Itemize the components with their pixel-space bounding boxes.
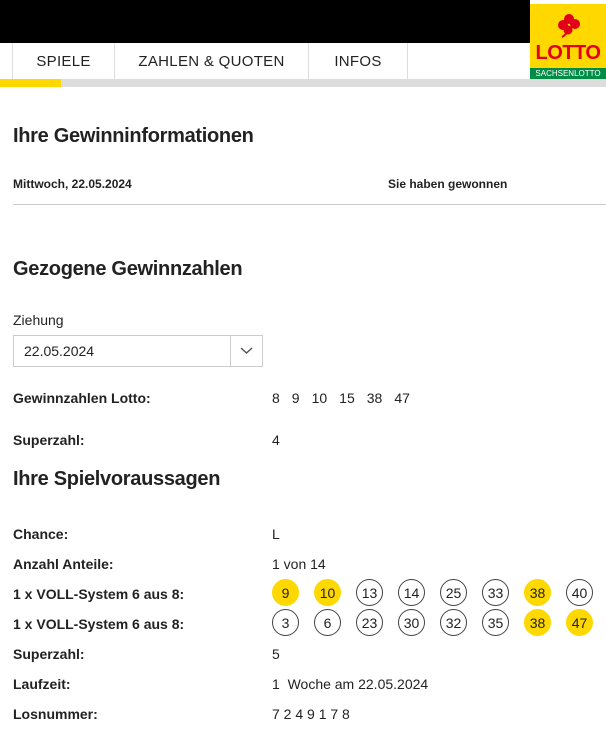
number-ball: 25 [440, 579, 467, 606]
number-ball: 38 [524, 609, 551, 636]
tab-spiele[interactable]: SPIELE [12, 43, 115, 79]
lotto-logo[interactable] [530, 4, 606, 80]
number-ball: 40 [566, 579, 593, 606]
win-info-heading: Ihre Gewinninformationen [13, 125, 254, 147]
logo-subtitle: SACHSENLOTTO [530, 68, 606, 80]
system-1-numbers [272, 579, 606, 606]
system-2-numbers [272, 609, 606, 636]
forecast-heading: Ihre Spielvoraussagen [13, 468, 221, 490]
superzahl-forecast-value: 5 [272, 646, 280, 662]
system-2-label: 1 x VOLL-System 6 aus 8: [13, 616, 185, 632]
tab-zahlen-quoten[interactable]: ZAHLEN & QUOTEN [114, 43, 309, 79]
number-ball: 47 [566, 609, 593, 636]
draw-select-label: Ziehung [13, 312, 64, 328]
shares-value: 1 von 14 [272, 556, 326, 572]
winning-numbers-label: Gewinnzahlen Lotto: [13, 390, 151, 406]
number-ball: 13 [356, 579, 383, 606]
number-ball: 10 [314, 579, 341, 606]
logo-text: LOTTO [535, 42, 601, 64]
number-ball: 38 [524, 579, 551, 606]
chance-value: L [272, 526, 280, 542]
draw-date: Mittwoch, 22.05.2024 [13, 177, 132, 191]
draw-date-select[interactable] [13, 335, 263, 367]
ticket-number-label: Losnummer: [13, 706, 98, 722]
winning-number: 8 [272, 390, 280, 406]
chance-label: Chance: [13, 526, 69, 542]
active-tab-indicator [0, 79, 61, 87]
shares-label: Anzahl Anteile: [13, 556, 114, 572]
top-bar [0, 0, 530, 43]
number-ball: 32 [440, 609, 467, 636]
superzahl-forecast-label: Superzahl: [13, 646, 85, 662]
winning-number: 47 [394, 390, 410, 406]
number-ball: 23 [356, 609, 383, 636]
runtime-label: Laufzeit: [13, 676, 71, 692]
nav-indicator-bar [0, 79, 606, 87]
superzahl-label: Superzahl: [13, 432, 85, 448]
win-status: Sie haben gewonnen [388, 177, 508, 191]
winning-number: 9 [291, 390, 300, 406]
main-nav [12, 43, 407, 79]
number-ball: 33 [482, 579, 509, 606]
number-ball: 30 [398, 609, 425, 636]
draw-date-select-value: 22.05.2024 [24, 343, 95, 359]
winning-number: 10 [311, 390, 328, 406]
superzahl-value: 4 [272, 432, 280, 448]
number-ball: 35 [482, 609, 509, 636]
number-ball: 14 [398, 579, 425, 606]
ticket-number-value: 7 2 4 9 1 7 8 [272, 706, 350, 722]
chevron-down-icon [240, 346, 253, 356]
winning-numbers [272, 390, 422, 406]
number-ball: 9 [272, 579, 299, 606]
number-ball: 3 [272, 609, 299, 636]
system-1-label: 1 x VOLL-System 6 aus 8: [13, 586, 185, 602]
clover-icon [556, 12, 582, 38]
runtime-value: 1 Woche am 22.05.2024 [272, 676, 429, 692]
winning-number: 15 [339, 390, 355, 406]
drawn-numbers-heading: Gezogene Gewinnzahlen [13, 258, 243, 280]
tab-infos[interactable]: INFOS [308, 43, 408, 79]
number-ball: 6 [314, 609, 341, 636]
dropdown-toggle[interactable] [230, 336, 262, 366]
winning-number: 38 [366, 390, 383, 406]
divider [13, 204, 606, 205]
